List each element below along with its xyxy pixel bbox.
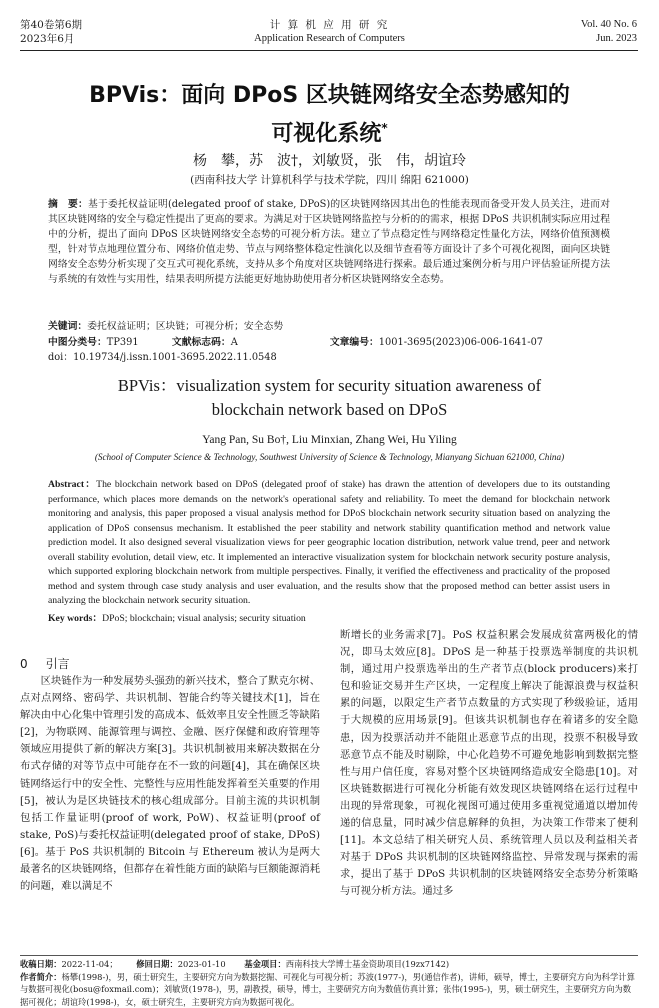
paper-title-cn xyxy=(0,80,659,150)
fund-label: 基金项目： xyxy=(244,959,286,969)
en-title-line-2: blockchain network based on DPoS xyxy=(0,398,659,422)
doc-code-label: 文献标志码： xyxy=(172,337,231,348)
section-title: 引言 xyxy=(46,657,70,671)
keywords-cn xyxy=(48,319,610,334)
journal-date-en: Jun. 2023 xyxy=(581,32,637,46)
keywords-en xyxy=(48,612,610,627)
received-label: 收稿日期： xyxy=(20,959,62,969)
affiliation-cn: (西南科技大学 计算机科学与技术学院，四川 绵阳 621000) xyxy=(0,172,659,187)
journal-volume: 第40卷第6期 xyxy=(20,18,82,32)
abstract-cn xyxy=(48,197,610,287)
running-header-right xyxy=(581,18,637,46)
abstract-cn-text: 基于委托权益证明(delegated proof of stake, DPoS)的区块链网络因其出色的性能表现而备受开发人员关注，进而对其区块链网络的安全与稳定性提出了更高的要求。为满足对于区块链网络监控与分析的的需求，根据 DPoS 共识机制实际应用过程中的分析，提出了面向 DPoS 区块链网络安全态势的可视分析方法。建立了节点稳定性与网络稳定性量化方法，网络价值预测模型，针对节点地理位置分布、网络价值走势、节点与网络整体稳定性演化以及细节查看等方面设计了多个可视化视图，面向区块链网络安全态势分析实现了交互式可视化系统，支持从多个角度对区块链网络进行探索。最后通过案例分析与用户评估验证所提方法与系统的有效性与实用性，结果表明所提方法能更好地协助使用者分析区块链网络安全态势。 xyxy=(48,199,610,285)
section-number: 0 xyxy=(20,657,28,671)
journal-name-cn: 计 算 机 应 用 研 究 xyxy=(0,18,659,32)
journal-date-cn: 2023年6月 xyxy=(20,32,82,46)
revised-label: 修回日期： xyxy=(136,959,178,969)
affiliation-en: (School of Computer Science & Technology, Southwest University of Science & Technology, Mianyang Sichuan 621000, China) xyxy=(0,452,659,462)
abstract-cn-label: 摘 要： xyxy=(48,199,88,210)
clc-label: 中图分类号： xyxy=(48,337,107,348)
abstract-en-text: The blockchain network based on DPoS (delegated proof of stake) has drawn the attention of developers due to its outstanding performance, which places more demands on the network's operational safety and reliability. To meet the demand for blockchain network monitoring and analysis, this paper proposed a visual analysis method for DPoS blockchain network security situation based on analyzing the application of DPoS consensus mechanism. It established the peer stability and network stability quantification method and network value prediction model. It also designed several visualization views for peer geographic location distribution, network value trend, peer and network overall stability evolution, detail view, etc. It implemented an interactive visualization system for blockchain network security posture analysis, which supported exploring blockchain network from multiple perspectives. Finally, it verified the effectiveness and practicality of the proposed method and system through case study analysis and user evaluation, and the results show that the proposed method can better assist users in analyzing the blockchain network security situation. xyxy=(48,479,610,606)
paper-title-en xyxy=(0,374,659,422)
title-line-1: BPVis：面向 DPoS 区块链网络安全态势感知的 xyxy=(0,80,659,112)
title-line-2: 可视化系统* xyxy=(0,112,659,150)
section-heading-intro xyxy=(20,655,70,672)
journal-volume-en: Vol. 40 No. 6 xyxy=(581,18,637,32)
clc-value: TP391 xyxy=(107,335,169,350)
abstract-en-label: Abstract： xyxy=(48,479,96,490)
classification-row xyxy=(48,335,610,350)
footnotes xyxy=(20,958,638,1008)
body-column-right xyxy=(340,627,638,901)
abstract-en xyxy=(48,478,610,609)
keywords-en-label: Key words： xyxy=(48,613,102,624)
doc-code-value: A xyxy=(231,335,327,350)
fund-text: 西南科技大学博士基金资助项目(19zx7142) xyxy=(286,959,449,969)
authors-cn: 杨 攀，苏 波†，刘敏贤，张 伟，胡谊玲 xyxy=(0,150,659,170)
footnote-bio xyxy=(20,971,638,1008)
keywords-cn-text: 委托权益证明；区块链；可视分析；安全态势 xyxy=(87,321,283,332)
authors-en: Yang Pan, Su Bo†, Liu Minxian, Zhang Wei, Hu Yiling xyxy=(0,434,659,446)
header-rule xyxy=(20,50,638,51)
footnote-dates xyxy=(20,958,638,971)
intro-paragraph-left: 区块链作为一种发展势头强劲的新兴技术，整合了默克尔树、点对点网络、密码学、共识机制、智能合约等关键技术[1]，旨在解决由中心化集中管理引发的高成本、低效率且安全性匮乏等缺陷[2]，为物联网、能源管理与调控、金融、医疗保健和政府管理等领域应用提供了新的解决方案[3]。共识机制被用来解决数据在分布式存储的对等节点中可能存在不一致的问题[4]，其在确保区块链网络运行中的安全性、完整性与应用性能发挥着至关重要的作用[5]，被认为是区块链技术的核心组成部分。目前主流的共识机制包括工作量证明(proof of work, PoW)、权益证明(proof of stake, PoS)与委托权益证明(delegated proof of stake, DPoS)[6]。基于 PoS 共识机制的 Bitcoin 与 Ethereum 被认为是两大最著名的区块链网络，但都存在着性能方面的缺陷与巨额能源消耗的问题，难以满足不 xyxy=(20,673,320,895)
revised-date: 2023-01-10 xyxy=(178,959,226,969)
bio-text: 杨攀(1998-)，男，硕士研究生，主要研究方向为数据挖掘、可视化与可视分析；苏波(1977-)，男(通信作者)，讲师，硕导，博士，主要研究方向为科学计算与数据可视化(bosu@foxmail.com)；刘敏贤(1978-)，男，副教授，硕导，博士，主要研究方向为数值仿真计算；张伟(1995-)，男，硕士研究生，主要研究方向为数据可视化；胡谊玲(1998-)，女，硕士研究生，主要研究方向为数据可视化。 xyxy=(20,972,635,1007)
article-no-value: 1001-3695(2023)06-006-1641-07 xyxy=(379,337,543,348)
intro-paragraph-right: 断增长的业务需求[7]。PoS 权益积累会发展成贫富两极化的情况，即马太效应[8]。DPoS 是一种基于投票选举制度的共识机制，通过用户投票选举出的生产者节点(block producers)来打包和验证交易并生产区块，一定程度上解决了能源浪费与权益积累的问题，以限定生产者节点数量的方式实现了秒级验证，适用于大规模的应用场景[9]。但该共识机制也存在着诸多的安全隐患，因为投票活动并不能阻止恶意节点的出现，投票不积极导致恶意节点不能及时剔除，中心化趋势不可避免地影响到数据完整性与用户信任度，容易对整个区块链网络造成安全隐患[10]。对区块链数据进行可视化分析能有效发现区块链网络在运行过程中出现的异常现象，可视化视图可通过使用多重视觉通道以增加传递的信息量，同时减少信息解释的负担，为决策工作带来了便利[11]。本文总结了相关研究人员、系统管理人员以及利益相关者对基于 DPoS 共识机制的区块链网络监控、异常发现与探索的需求，提出了基于 DPoS 共识机制的区块链网络安全态势分析策略与可视分析方法。通过多 xyxy=(340,627,638,901)
title-footnote-mark: * xyxy=(381,121,387,135)
doi: doi：10.19734/j.issn.1001-3695.2022.11.0548 xyxy=(48,350,610,365)
en-title-line-1: BPVis：visualization system for security situation awareness of xyxy=(0,374,659,398)
body-column-left xyxy=(20,673,320,895)
received-date: 2022-11-04； xyxy=(62,959,118,969)
keywords-en-text: DPoS; blockchain; visual analysis; security situation xyxy=(102,613,306,624)
running-header-center xyxy=(0,18,659,46)
article-no-label: 文章编号： xyxy=(330,337,379,348)
footnote-rule xyxy=(20,955,638,956)
bio-label: 作者简介： xyxy=(20,972,62,982)
journal-name-en: Application Research of Computers xyxy=(0,32,659,46)
keywords-cn-label: 关键词： xyxy=(48,321,87,332)
